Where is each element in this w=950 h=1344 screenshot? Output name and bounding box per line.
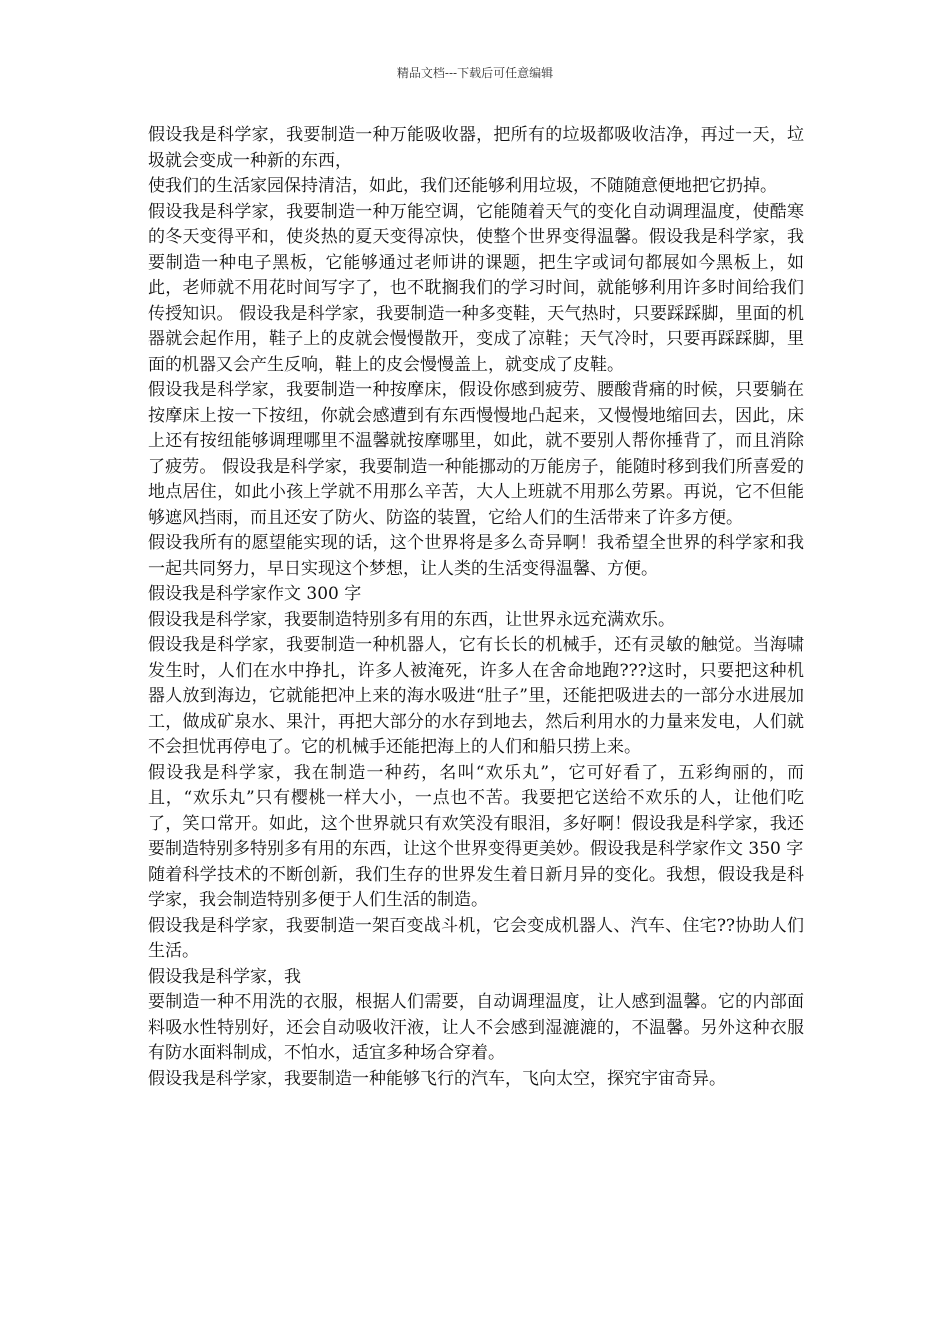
- paragraph: 假设我所有的愿望能实现的话，这个世界将是多么奇异啊！我希望全世界的科学家和我一起共同努力，早日实现这个梦想，让人类的生活变得温馨、方便。: [148, 533, 804, 579]
- paragraph: 随着科学技术的不断创新，我们生存的世界发生着日新月异的变化。我想，假设我是科学家，我会制造特别多便于人们生活的制造。: [148, 864, 804, 910]
- paragraph: 假设我是科学家，我要制造特别多有用的东西，让世界永远充满欢乐。: [148, 609, 675, 630]
- document-body: [148, 123, 804, 1092]
- paragraph: 假设我是科学家，我要制造一架百变战斗机，它会变成机器人、汽车、住宅??协助人们生活。: [148, 915, 804, 961]
- paragraph: 假设我是科学家，我在制造一种药，名叫“欢乐丸”，它可好看了，五彩绚丽的，而且，“欢乐丸”只有樱桃一样大小，一点也不苦。我要把它送给不欢乐的人，让他们吃了，笑口常开。如此，这个世界就只有欢笑没有眼泪，多好啊！假设我是科学家，我还要制造特别多特别多有用的东西，让这个世界变得更美妙。假设我是科学家作文 350 字: [148, 762, 804, 859]
- paragraph: 假设我是科学家，我要制造一种机器人，它有长长的机械手，还有灵敏的触觉。当海啸发生时，人们在水中挣扎，许多人被淹死，许多人在舍命地跑???这时，只要把这种机器人放到海边，它就能把冲上来的海水吸进“肚子”里，还能把吸进去的一部分水进展加工，做成矿泉水、果汁，再把大部分的水存到地去，然后利用水的力量来发电，人们就不会担忧再停电了。它的机械手还能把海上的人们和船只捞上来。: [148, 635, 804, 757]
- paragraph: 假设我是科学家，我要制造一种万能吸收器，把所有的垃圾都吸收洁净，再过一天，垃圾就会变成一种新的东西，: [148, 125, 804, 171]
- paragraph: 假设我是科学家，我要制造一种能够飞行的汽车，飞向太空，探究宇宙奇异。: [148, 1068, 726, 1089]
- paragraph: 假设我是科学家，我要制造一种按摩床，假设你感到疲劳、腰酸背痛的时候，只要躺在按摩床上按一下按纽，你就会感遭到有东西慢慢地凸起来，又慢慢地缩回去，因此，床上还有按纽能够调理哪里不温馨就按摩哪里，如此，就不要别人帮你捶背了，而且消除了疲劳。 假设我是科学家，我要制造一种能挪动的万能房子，能随时移到我们所喜爱的地点居住，如此小孩上学就不用那么辛苦，大人上班就不用那么劳累。再说，它不但能够遮风挡雨，而且还安了防火、防盗的装置，它给人们的生活带来了许多方便。: [148, 380, 804, 528]
- paragraph: 要制造一种不用洗的衣服，根据人们需要，自动调理温度，让人感到温馨。它的内部面料吸水性特别好，还会自动吸收汗液，让人不会感到湿漉漉的，不温馨。另外这种衣服有防水面料制成，不怕水，适宜多种场合穿着。: [148, 992, 804, 1063]
- paragraph: 假设我是科学家，我: [148, 966, 301, 987]
- paragraph: 使我们的生活家园保持清洁，如此，我们还能够利用垃圾，不随随意便地把它扔掉。: [148, 176, 777, 196]
- paragraph: 假设我是科学家，我要制造一种万能空调，它能随着天气的变化自动调理温度，使酷寒的冬天变得平和，使炎热的夏天变得凉快，使整个世界变得温馨。假设我是科学家，我要制造一种电子黑板，它能够通过老师讲的课题，把生字或词句都展如今黑板上，如此，老师就不用花时间写字了，也不耽搁我们的学习时间，就能够利用许多时间给我们传授知识。 假设我是科学家，我要制造一种多变鞋，天气热时，只要踩踩脚，里面的机器就会起作用，鞋子上的皮就会慢慢散开，变成了凉鞋；天气冷时，只要再踩踩脚，里面的机器又会产生反响，鞋上的皮会慢慢盖上，就变成了皮鞋。: [148, 201, 804, 375]
- section-heading: 假设我是科学家作文 300 字: [148, 584, 362, 604]
- page-header: 精品文档---下载后可任意编辑: [396, 66, 554, 80]
